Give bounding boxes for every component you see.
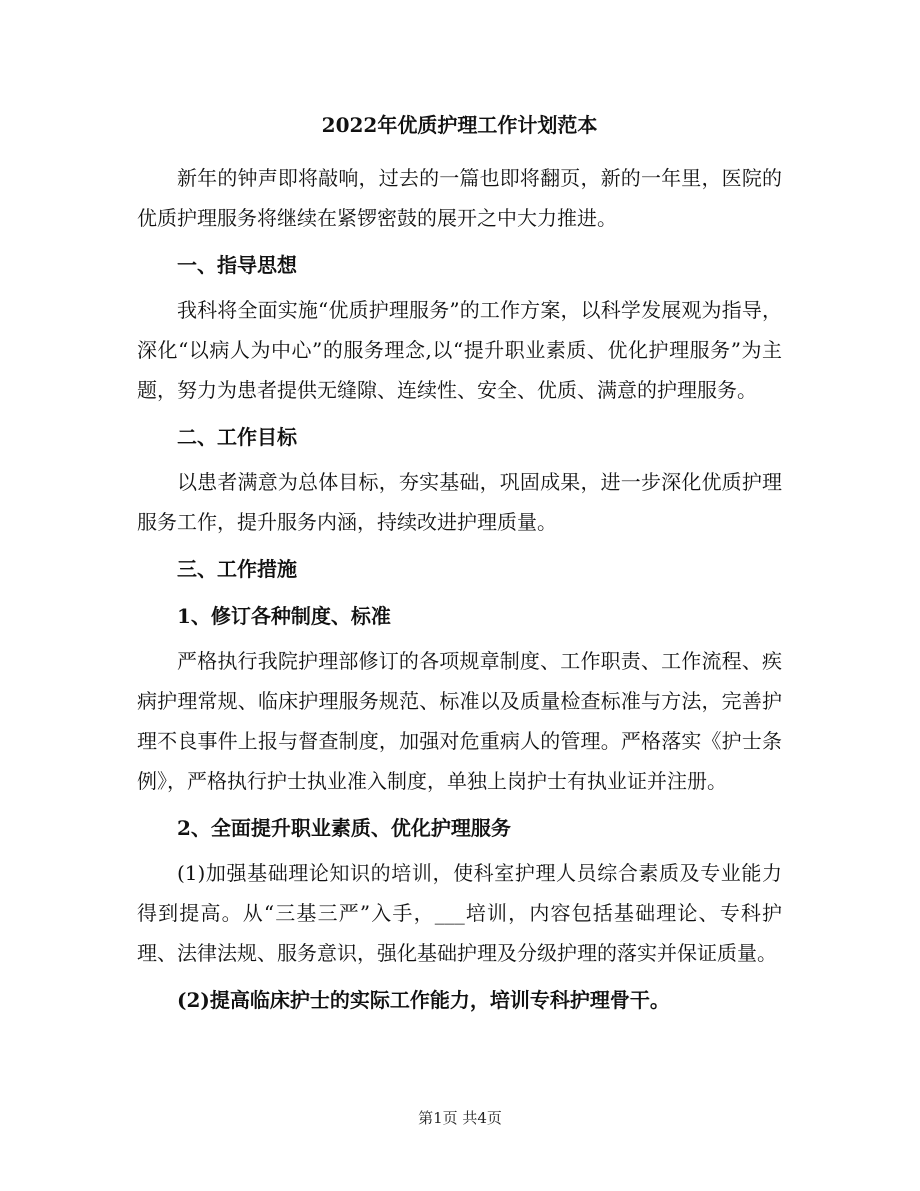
intro-paragraph: 新年的钟声即将敲响，过去的一篇也即将翻页，新的一年里，医院的优质护理服务将继续在紧锣密鼓的展开之中大力推进。 <box>137 166 782 230</box>
subheading-clinical-ability: (2)提高临床护士的实际工作能力，培训专科护理骨干。 <box>177 988 670 1012</box>
section-heading-work-goals: 二、工作目标 <box>177 425 297 449</box>
section-heading-guiding-ideology: 一、指导思想 <box>177 253 297 277</box>
document-body <box>137 102 782 1025</box>
page-number-footer: 第1页 共4页 <box>418 1109 502 1127</box>
guiding-ideology-paragraph: 我科将全面实施“优质护理服务”的工作方案，以科学发展观为指导，深化“以病人为中心”的服务理念,以“提升职业素质、优化护理服务”为主题，努力为患者提供无缝隙、连续性、安全、优质、满意的护理服务。 <box>137 298 782 402</box>
subheading-revise-systems: 1、修订各种制度、标准 <box>177 604 391 628</box>
revise-systems-paragraph: 严格执行我院护理部修订的各项规章制度、工作职责、工作流程、疾病护理常规、临床护理服务规范、标准以及质量检查标准与方法，完善护理不良事件上报与督查制度，加强对危重病人的管理。严格落实《护士条例》，严格执行护士执业准入制度，单独上岗护士有执业证并注册。 <box>137 649 782 793</box>
work-goals-paragraph: 以患者满意为总体目标，夯实基础，巩固成果，进一步深化优质护理服务工作，提升服务内涵，持续改进护理质量。 <box>137 470 782 534</box>
subheading-improve-quality: 2、全面提升职业素质、优化护理服务 <box>177 816 511 840</box>
document-title: 2022年优质护理工作计划范本 <box>321 113 598 137</box>
section-heading-work-measures: 三、工作措施 <box>177 557 297 581</box>
training-paragraph: (1)加强基础理论知识的培训，使科室护理人员综合素质及专业能力得到提高。从“三基三严”入手，___培训，内容包括基础理论、专科护理、法律法规、服务意识，强化基础护理及分级护理的落实并保证质量。 <box>137 861 782 965</box>
